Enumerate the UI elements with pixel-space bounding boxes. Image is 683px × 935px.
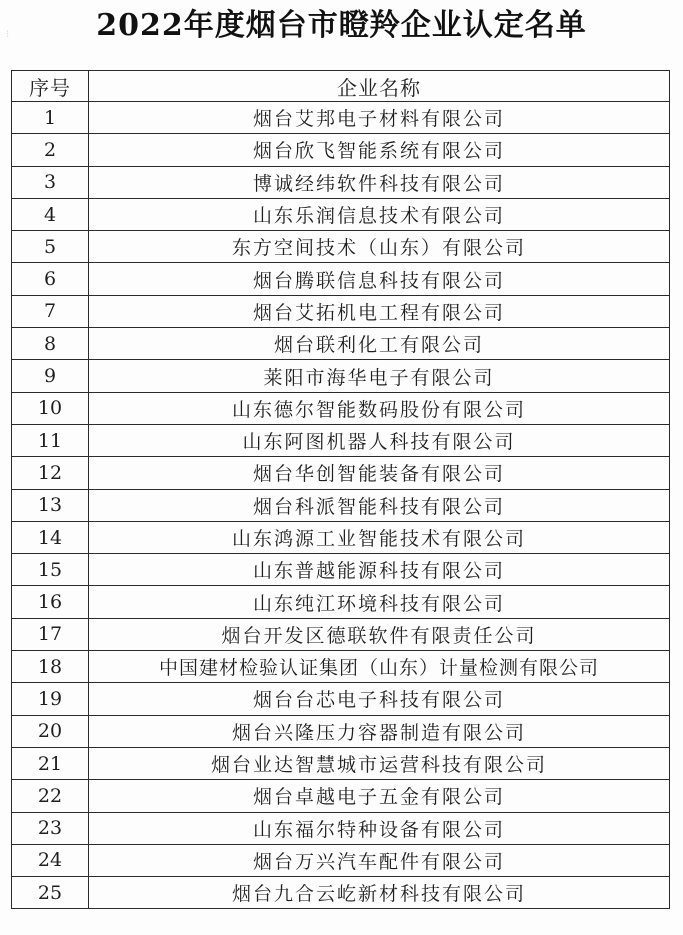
- company-name: 烟台卓越电子五金有限公司: [89, 780, 670, 812]
- enterprise-list-table-wrapper: [11, 70, 669, 909]
- company-name: 山东普越能源科技有限公司: [89, 554, 670, 586]
- company-name: 山东福尔特种设备有限公司: [89, 812, 670, 844]
- table-row: [12, 392, 670, 424]
- company-name: 烟台艾邦电子材料有限公司: [89, 102, 670, 134]
- row-number: 6: [12, 263, 89, 295]
- faint-stamp-mark-icon: ⁝: [6, 29, 10, 40]
- company-name: 山东乐润信息技术有限公司: [89, 198, 670, 230]
- company-name: 烟台业达智慧城市运营科技有限公司: [89, 747, 670, 779]
- row-number: 3: [12, 166, 89, 198]
- table-row: [12, 715, 670, 747]
- row-number: 4: [12, 198, 89, 230]
- company-name: 山东纯江环境科技有限公司: [89, 586, 670, 618]
- row-number: 10: [12, 392, 89, 424]
- row-number: 25: [12, 877, 89, 909]
- table-row: [12, 586, 670, 618]
- table-row: [12, 521, 670, 553]
- table-row: [12, 457, 670, 489]
- company-name: 博诚经纬软件科技有限公司: [89, 166, 670, 198]
- table-row: [12, 618, 670, 650]
- table-row: [12, 134, 670, 166]
- table-row: [12, 683, 670, 715]
- company-name: 烟台九合云屹新材科技有限公司: [89, 877, 670, 909]
- table-row: [12, 747, 670, 779]
- company-name: 山东阿图机器人科技有限公司: [89, 424, 670, 456]
- table-row: [12, 166, 670, 198]
- row-number: 17: [12, 618, 89, 650]
- row-number: 23: [12, 812, 89, 844]
- table-row: [12, 424, 670, 456]
- row-number: 8: [12, 328, 89, 360]
- row-number: 7: [12, 295, 89, 327]
- company-name: 莱阳市海华电子有限公司: [89, 360, 670, 392]
- company-name: 烟台万兴汽车配件有限公司: [89, 844, 670, 876]
- row-number: 11: [12, 424, 89, 456]
- table-row: [12, 651, 670, 683]
- table-row: [12, 554, 670, 586]
- company-name: 烟台艾拓机电工程有限公司: [89, 295, 670, 327]
- company-name: 东方空间技术（山东）有限公司: [89, 231, 670, 263]
- row-number: 5: [12, 231, 89, 263]
- row-number: 1: [12, 102, 89, 134]
- company-name: 烟台开发区德联软件有限责任公司: [89, 618, 670, 650]
- table-row: [12, 328, 670, 360]
- row-number: 21: [12, 747, 89, 779]
- row-number: 15: [12, 554, 89, 586]
- company-name: 烟台联利化工有限公司: [89, 328, 670, 360]
- table-row: [12, 812, 670, 844]
- company-name: 烟台兴隆压力容器制造有限公司: [89, 715, 670, 747]
- row-number: 16: [12, 586, 89, 618]
- table-body: [12, 102, 670, 909]
- row-number: 9: [12, 360, 89, 392]
- company-name: 山东鸿源工业智能技术有限公司: [89, 521, 670, 553]
- table-header-row: [12, 71, 670, 102]
- table-row: [12, 263, 670, 295]
- table-row: [12, 102, 670, 134]
- company-name: 烟台科派智能科技有限公司: [89, 489, 670, 521]
- table-row: [12, 489, 670, 521]
- company-name: 烟台欣飞智能系统有限公司: [89, 134, 670, 166]
- row-number: 14: [12, 521, 89, 553]
- row-number: 13: [12, 489, 89, 521]
- row-number: 20: [12, 715, 89, 747]
- table-row: [12, 295, 670, 327]
- table-row: [12, 844, 670, 876]
- row-number: 2: [12, 134, 89, 166]
- row-number: 12: [12, 457, 89, 489]
- company-name: 烟台华创智能装备有限公司: [89, 457, 670, 489]
- enterprise-list-table: [11, 70, 670, 909]
- page-title: 2022年度烟台市瞪羚企业认定名单: [96, 8, 587, 43]
- company-name: 烟台台芯电子科技有限公司: [89, 683, 670, 715]
- company-name: 山东德尔智能数码股份有限公司: [89, 392, 670, 424]
- company-name: 烟台腾联信息科技有限公司: [89, 263, 670, 295]
- row-number: 22: [12, 780, 89, 812]
- row-number: 18: [12, 651, 89, 683]
- table-row: [12, 231, 670, 263]
- table-row: [12, 360, 670, 392]
- table-row: [12, 877, 670, 909]
- table-row: [12, 198, 670, 230]
- column-header-name: 企业名称: [89, 71, 670, 102]
- column-header-no: 序号: [12, 71, 89, 102]
- row-number: 24: [12, 844, 89, 876]
- table-row: [12, 780, 670, 812]
- company-name: 中国建材检验认证集团（山东）计量检测有限公司: [89, 651, 670, 683]
- row-number: 19: [12, 683, 89, 715]
